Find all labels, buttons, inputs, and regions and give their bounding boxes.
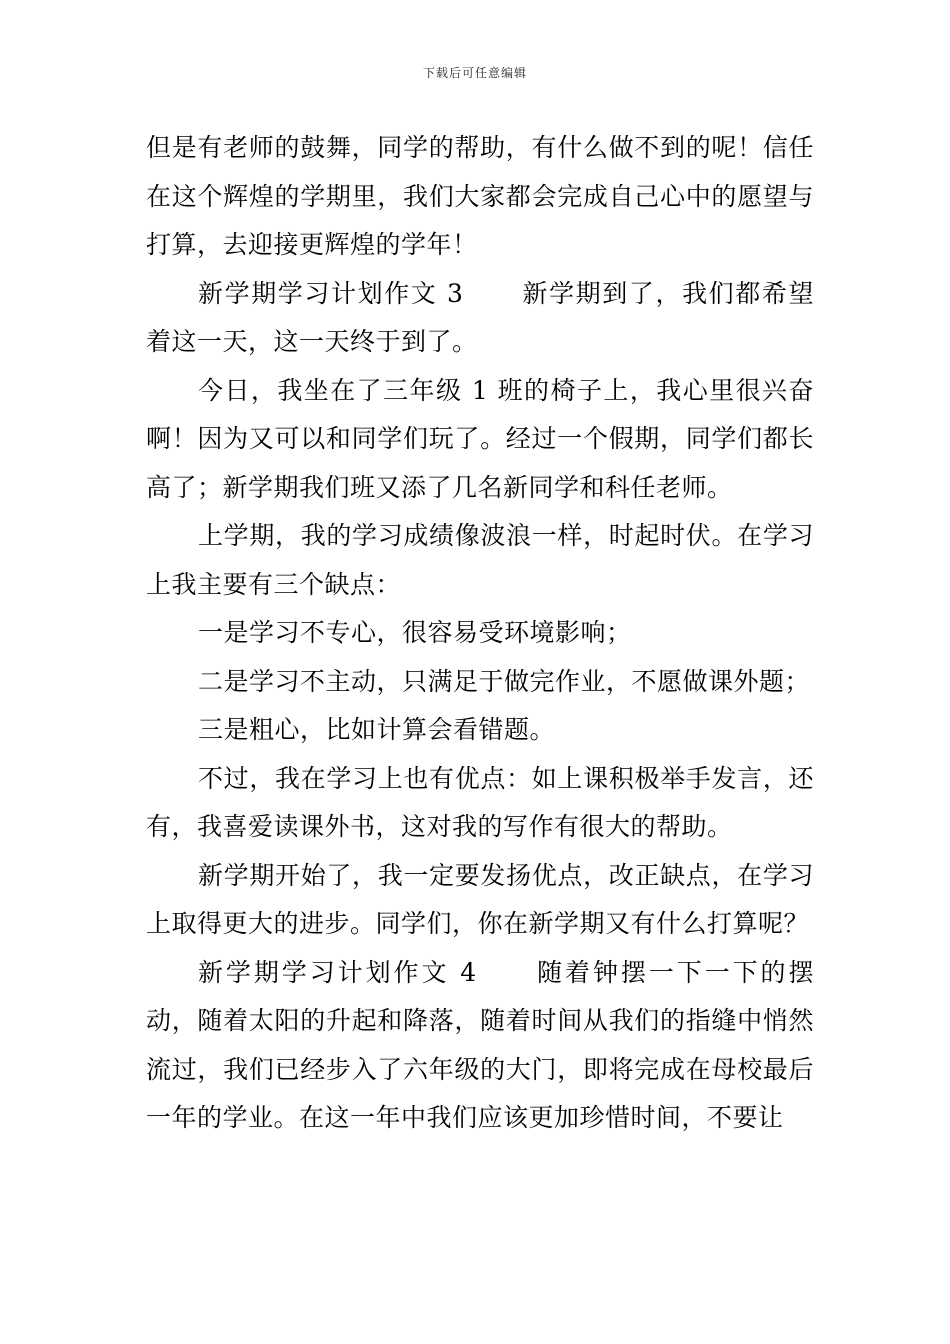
page-header: 下载后可任意编辑	[422, 66, 527, 80]
paragraph: 二是学习不主动，只满足于做完作业，不愿做课外题；	[198, 666, 811, 696]
section-heading: 新学期学习计划作文 3	[198, 278, 464, 308]
section-heading: 新学期学习计划作文 4	[198, 957, 477, 987]
paragraph: 但是有老师的鼓舞，同学的帮助，有什么做不到的呢！信任在这个辉煌的学期里，我们大家都会完成自己心中的愿望与打算，去迎接更辉煌的学年！	[146, 133, 814, 259]
paragraph-text: 新学期到了，我们都希望着这一天，这一天终于到了。	[146, 278, 814, 356]
document-body	[146, 124, 814, 1143]
paragraph-text: 随着钟摆一下一下的摆动，随着太阳的升起和降落，随着时间从我们的指缝中悄然流过，我们已经步入了六年级的大门，即将完成在母校最后一年的学业。在这一年中我们应该更加珍惜时间，不要让	[146, 957, 814, 1132]
paragraph: 上学期，我的学习成绩像波浪一样，时起时伏。在学习上我主要有三个缺点：	[146, 521, 814, 599]
paragraph: 三是粗心，比如计算会看错题。	[198, 715, 556, 744]
paragraph: 不过，我在学习上也有优点：如上课积极举手发言，还有，我喜爱读课外书，这对我的写作有很大的帮助。	[146, 763, 814, 841]
paragraph: 一是学习不专心，很容易受环境影响；	[198, 618, 632, 647]
paragraph: 新学期开始了，我一定要发扬优点，改正缺点，在学习上取得更大的进步。同学们，你在新学期又有什么打算呢？	[146, 860, 814, 938]
paragraph	[146, 270, 814, 367]
paragraph: 今日，我坐在了三年级 1 班的椅子上，我心里很兴奋啊！因为又可以和同学们玩了。经过一个假期，同学们都长高了；新学期我们班又添了几名新同学和科任老师。	[146, 375, 814, 502]
paragraph	[146, 949, 814, 1143]
